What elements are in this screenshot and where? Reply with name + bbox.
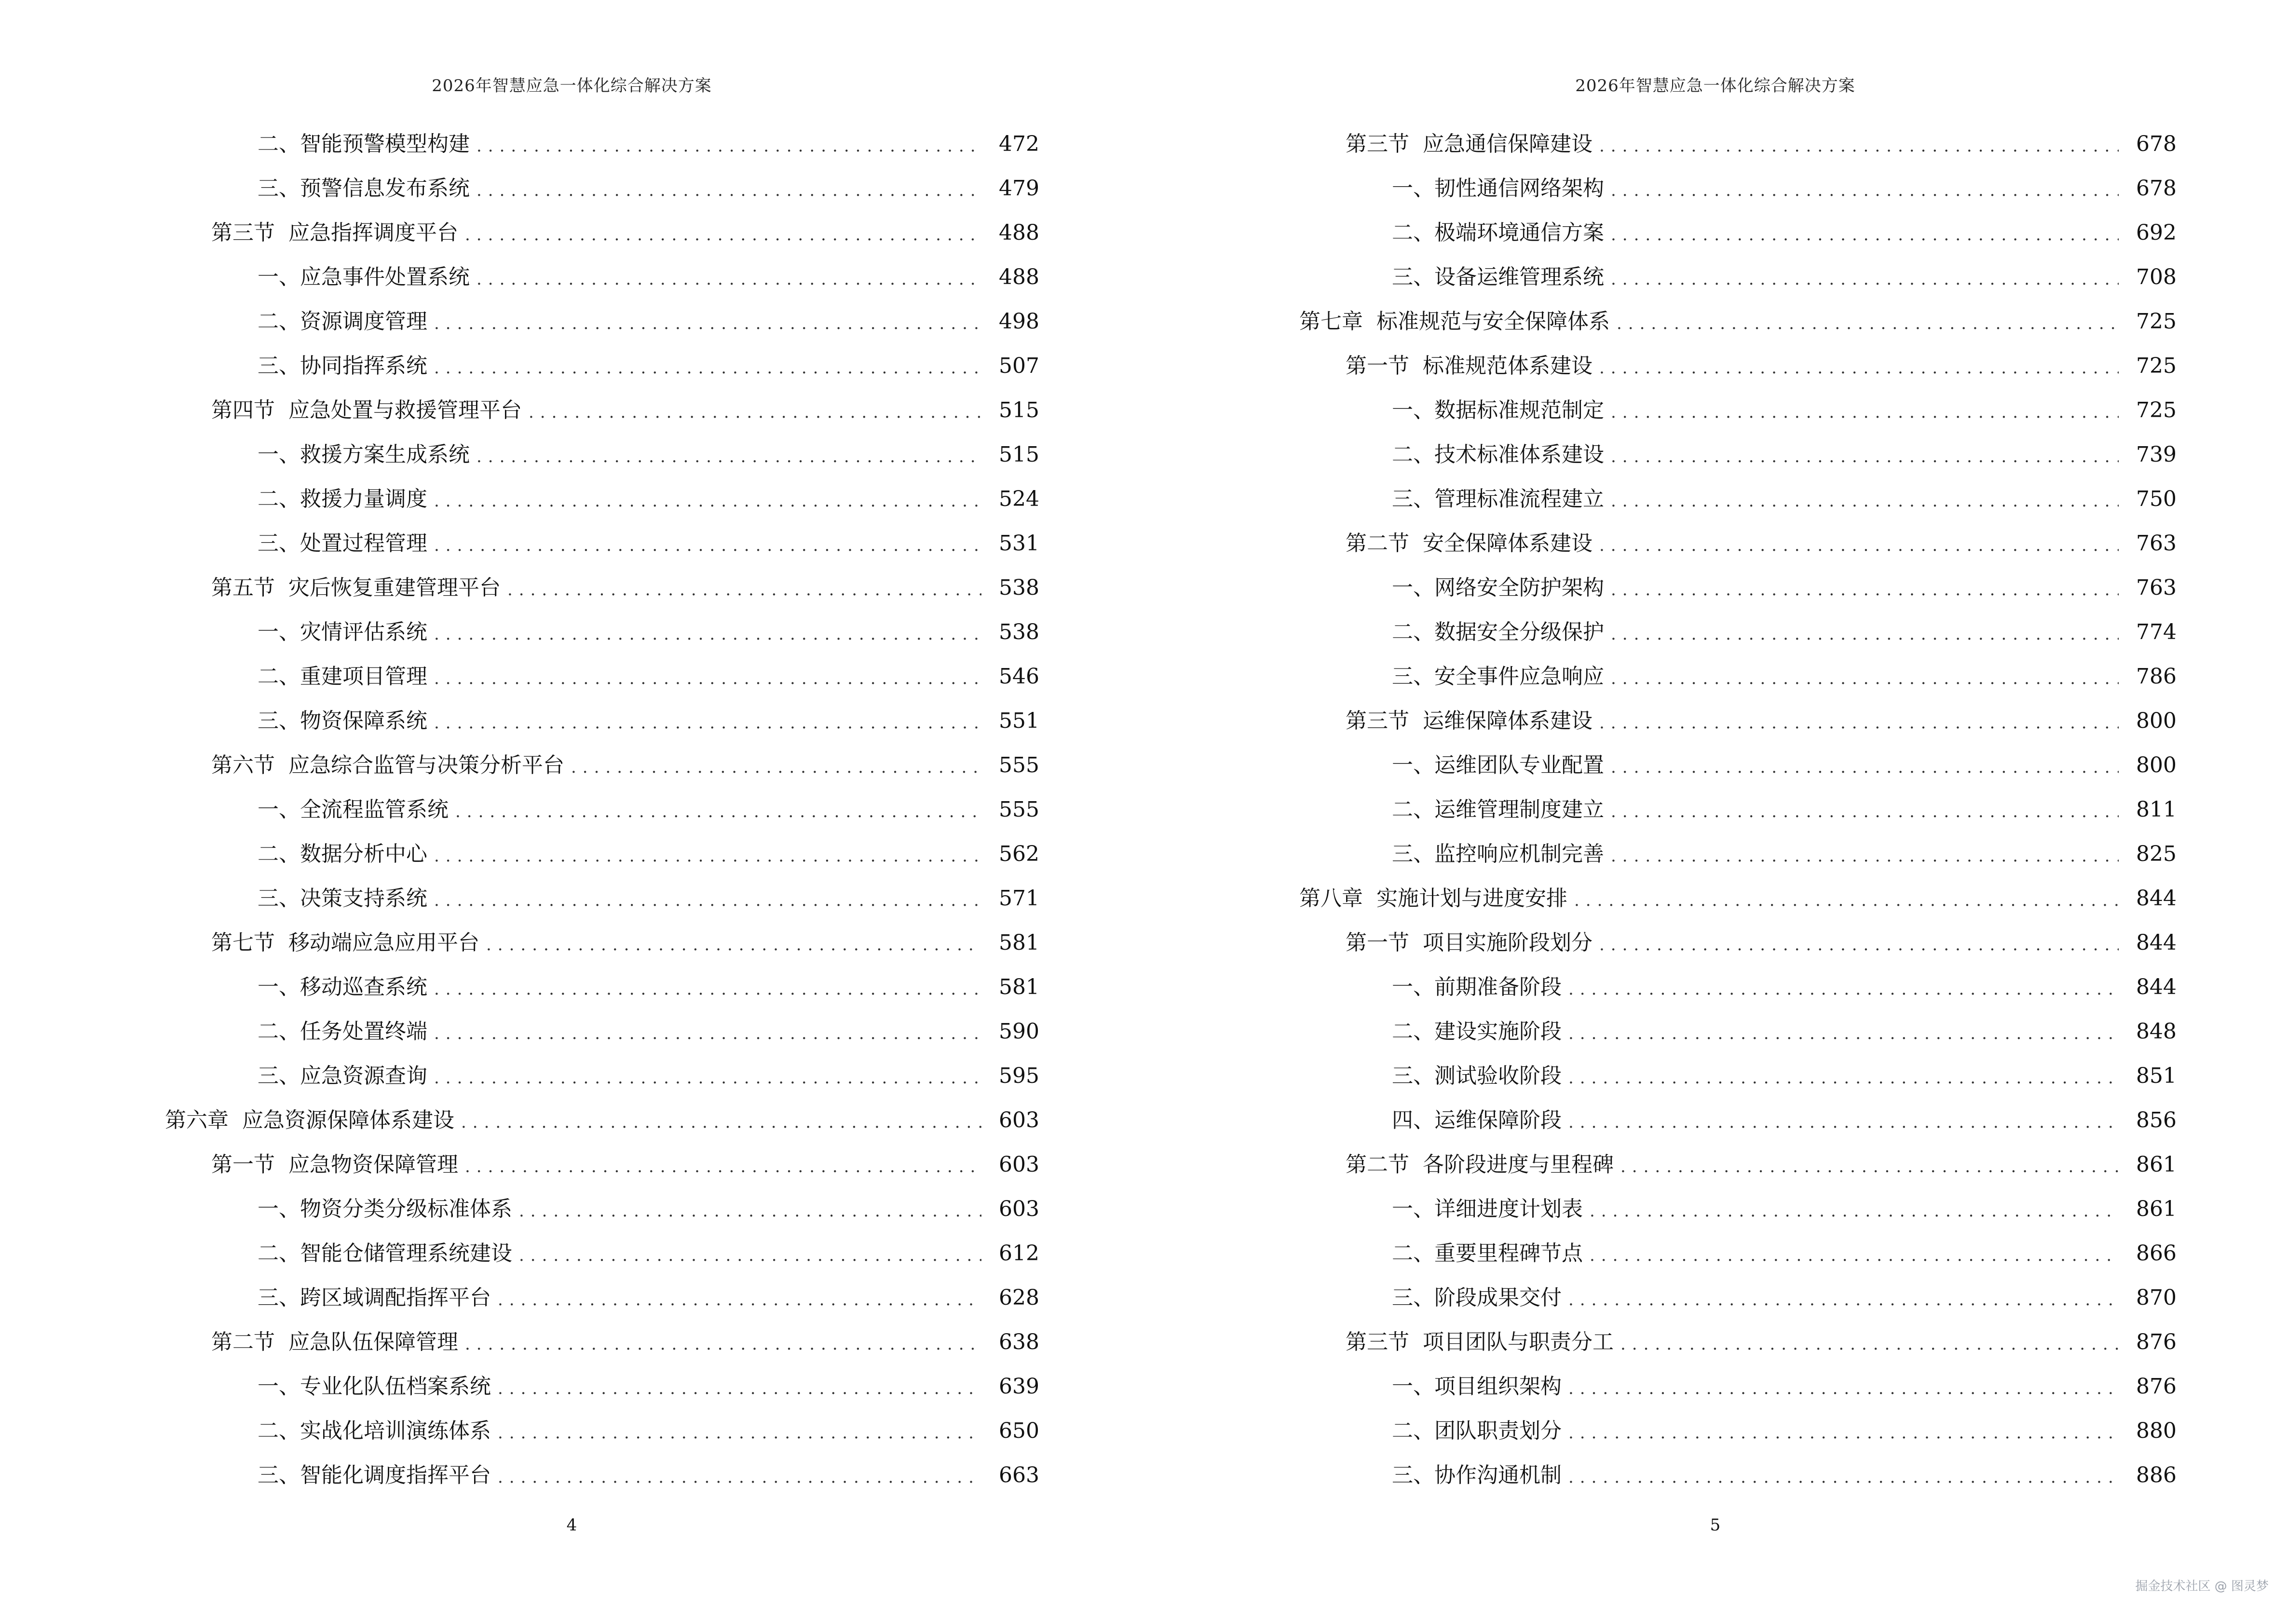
toc-dot-leader xyxy=(1611,224,2119,246)
toc-dot-leader xyxy=(1590,1244,2119,1267)
toc-entry-label: 第七节 移动端应急应用平台 xyxy=(211,930,479,955)
toc-entry-page-number: 708 xyxy=(2136,265,2177,289)
toc-entry-label: 二、数据安全分级保护 xyxy=(1392,620,1604,644)
toc-entry-level-3[interactable] xyxy=(258,1005,1039,1049)
toc-dot-leader xyxy=(476,135,981,157)
toc-entry-label: 二、团队职责划分 xyxy=(1392,1419,1562,1443)
toc-dot-leader xyxy=(434,1067,981,1089)
toc-entry-page-number: 555 xyxy=(999,797,1039,822)
toc-entry-page-number: 739 xyxy=(2136,442,2177,467)
toc-entry-label: 三、阶段成果交付 xyxy=(1392,1285,1562,1310)
toc-entry-label: 一、运维团队专业配置 xyxy=(1392,753,1604,778)
toc-entry-label: 第一节 标准规范体系建设 xyxy=(1346,354,1593,378)
toc-entry-label: 一、救援方案生成系统 xyxy=(258,442,470,467)
toc-entry-label: 第六章 应急资源保障体系建设 xyxy=(165,1108,454,1133)
toc-entry-page-number: 562 xyxy=(999,842,1039,866)
toc-dot-leader xyxy=(1568,1023,2119,1045)
toc-entry-label: 三、协同指挥系统 xyxy=(258,354,427,378)
toc-entry-page-number: 488 xyxy=(999,265,1039,289)
toc-dot-leader xyxy=(1599,135,2119,157)
toc-entry-page-number: 515 xyxy=(999,398,1039,423)
toc-entry-label: 三、决策支持系统 xyxy=(258,886,427,911)
toc-entry-page-number: 538 xyxy=(999,620,1039,644)
toc-dot-leader xyxy=(1574,889,2119,912)
toc-dot-leader xyxy=(1611,401,2119,423)
toc-entry-page-number: 786 xyxy=(2136,664,2177,689)
page-number: 4 xyxy=(566,1515,577,1535)
toc-entry-level-3[interactable] xyxy=(1392,1404,2177,1448)
toc-entry-label: 一、全流程监管系统 xyxy=(258,797,449,822)
toc-dot-leader xyxy=(1568,1378,2119,1400)
toc-entry-label: 三、物资保障系统 xyxy=(258,709,427,733)
toc-entry-label: 三、监控响应机制完善 xyxy=(1392,842,1604,866)
toc-entry-level-3[interactable] xyxy=(258,1227,1039,1271)
toc-entry-page-number: 750 xyxy=(2136,487,2177,511)
toc-entry-label: 二、建设实施阶段 xyxy=(1392,1019,1562,1044)
toc-entry-level-2[interactable] xyxy=(1346,517,2177,561)
toc-entry-label: 第二节 应急队伍保障管理 xyxy=(211,1330,458,1354)
toc-entry-level-3[interactable] xyxy=(258,694,1039,738)
toc-entry-label: 第八章 实施计划与进度安排 xyxy=(1299,886,1567,911)
toc-entry-page-number: 800 xyxy=(2136,753,2177,778)
toc-entry-level-2[interactable] xyxy=(1346,339,2177,383)
toc-dot-leader xyxy=(1611,446,2119,468)
toc-entry-label: 第三节 应急通信保障建设 xyxy=(1346,132,1593,156)
toc-entry-page-number: 844 xyxy=(2136,886,2177,911)
toc-dot-leader xyxy=(1568,978,2119,1000)
toc-entry-level-3[interactable] xyxy=(1392,783,2177,827)
toc-entry-label: 一、韧性通信网络架构 xyxy=(1392,176,1604,201)
toc-entry-label: 二、智能预警模型构建 xyxy=(258,132,470,156)
toc-entry-label: 二、重建项目管理 xyxy=(258,664,427,689)
toc-entry-label: 二、智能仓储管理系统建设 xyxy=(258,1241,512,1266)
toc-entry-level-2[interactable] xyxy=(211,916,1039,960)
toc-dot-leader xyxy=(1568,1422,2119,1444)
toc-list xyxy=(0,117,1144,1493)
toc-entry-level-3[interactable] xyxy=(1392,605,2177,650)
toc-entry-label: 二、技术标准体系建设 xyxy=(1392,442,1604,467)
toc-entry-page-number: 581 xyxy=(999,930,1039,955)
toc-entry-level-3[interactable] xyxy=(258,650,1039,694)
toc-entry-level-3[interactable] xyxy=(1392,650,2177,694)
toc-dot-leader xyxy=(434,845,981,867)
toc-entry-page-number: 612 xyxy=(999,1241,1039,1266)
toc-dot-leader xyxy=(461,1111,981,1133)
toc-dot-leader xyxy=(519,1244,981,1267)
toc-entry-label: 一、网络安全防护架构 xyxy=(1392,575,1604,600)
toc-entry-label: 二、运维管理制度建立 xyxy=(1392,797,1604,822)
toc-dot-leader xyxy=(507,579,981,601)
toc-entry-level-3[interactable] xyxy=(1392,1182,2177,1227)
toc-entry-level-3[interactable] xyxy=(1392,1093,2177,1138)
document-page-right xyxy=(1144,0,2287,1624)
toc-entry-page-number: 811 xyxy=(2136,797,2177,822)
toc-entry-page-number: 538 xyxy=(999,575,1039,600)
toc-dot-leader xyxy=(465,224,981,246)
toc-entry-label: 二、任务处置终端 xyxy=(258,1019,427,1044)
toc-entry-label: 第五节 灾后恢复重建管理平台 xyxy=(211,575,501,600)
toc-dot-leader xyxy=(1620,1333,2119,1355)
toc-entry-level-3[interactable] xyxy=(1392,1227,2177,1271)
toc-entry-page-number: 650 xyxy=(999,1419,1039,1443)
toc-entry-level-3[interactable] xyxy=(1392,738,2177,783)
toc-entry-page-number: 678 xyxy=(2136,176,2177,201)
toc-entry-level-3[interactable] xyxy=(1392,428,2177,472)
toc-dot-leader xyxy=(455,801,981,823)
toc-entry-page-number: 725 xyxy=(2136,354,2177,378)
toc-entry-level-3[interactable] xyxy=(1392,1271,2177,1315)
toc-entry-level-3[interactable] xyxy=(1392,960,2177,1005)
toc-entry-label: 三、安全事件应急响应 xyxy=(1392,664,1604,689)
toc-entry-label: 一、专业化队伍档案系统 xyxy=(258,1374,491,1399)
toc-dot-leader xyxy=(476,179,981,202)
toc-entry-level-3[interactable] xyxy=(1392,561,2177,605)
toc-entry-level-3[interactable] xyxy=(1392,1005,2177,1049)
toc-entry-page-number: 876 xyxy=(2136,1330,2177,1354)
toc-entry-page-number: 663 xyxy=(999,1463,1039,1488)
toc-dot-leader xyxy=(1568,1466,2119,1488)
toc-entry-label: 二、资源调度管理 xyxy=(258,309,427,334)
toc-entry-page-number: 774 xyxy=(2136,620,2177,644)
toc-entry-page-number: 692 xyxy=(2136,220,2177,245)
toc-entry-level-2[interactable] xyxy=(211,1138,1039,1182)
toc-entry-level-1[interactable] xyxy=(165,1093,1039,1138)
toc-dot-leader xyxy=(434,357,981,379)
toc-dot-leader xyxy=(434,1023,981,1045)
toc-entry-label: 二、重要里程碑节点 xyxy=(1392,1241,1583,1266)
toc-entry-level-3[interactable] xyxy=(258,827,1039,872)
toc-dot-leader xyxy=(434,889,981,912)
toc-dot-leader xyxy=(1568,1289,2119,1311)
toc-entry-level-3[interactable] xyxy=(258,472,1039,517)
toc-entry-page-number: 479 xyxy=(999,176,1039,201)
toc-entry-page-number: 886 xyxy=(2136,1463,2177,1488)
toc-entry-level-3[interactable] xyxy=(258,250,1039,295)
toc-entry-level-3[interactable] xyxy=(258,960,1039,1005)
toc-entry-level-3[interactable] xyxy=(258,872,1039,916)
toc-list xyxy=(1144,117,2287,1493)
toc-entry-label: 三、智能化调度指挥平台 xyxy=(258,1463,491,1488)
toc-entry-page-number: 581 xyxy=(999,975,1039,999)
toc-entry-level-3[interactable] xyxy=(1392,206,2177,250)
toc-entry-label: 四、运维保障阶段 xyxy=(1392,1108,1562,1133)
toc-entry-page-number: 595 xyxy=(999,1064,1039,1088)
toc-entry-page-number: 763 xyxy=(2136,531,2177,556)
toc-dot-leader xyxy=(571,756,981,778)
toc-dot-leader xyxy=(486,934,981,956)
toc-entry-page-number: 639 xyxy=(999,1374,1039,1399)
toc-entry-level-3[interactable] xyxy=(258,428,1039,472)
toc-entry-page-number: 825 xyxy=(2136,842,2177,866)
toc-dot-leader xyxy=(434,978,981,1000)
toc-dot-leader xyxy=(434,534,981,557)
toc-entry-page-number: 856 xyxy=(2136,1108,2177,1133)
toc-entry-level-3[interactable] xyxy=(258,339,1039,383)
watermark-text: 掘金技术社区 @ 图灵梦 xyxy=(2135,1579,2269,1594)
toc-dot-leader xyxy=(1617,313,2119,335)
toc-entry-page-number: 546 xyxy=(999,664,1039,689)
toc-entry-level-3[interactable] xyxy=(1392,1049,2177,1093)
toc-entry-label: 第四节 应急处置与救援管理平台 xyxy=(211,398,522,423)
toc-entry-level-3[interactable] xyxy=(1392,1360,2177,1404)
toc-entry-label: 第三节 运维保障体系建设 xyxy=(1346,709,1593,733)
toc-entry-label: 一、详细进度计划表 xyxy=(1392,1197,1583,1221)
toc-dot-leader xyxy=(529,401,981,423)
page-header-title: 2026年智慧应急一体化综合解决方案 xyxy=(1575,76,1855,96)
toc-entry-label: 第三节 项目团队与职责分工 xyxy=(1346,1330,1614,1354)
toc-entry-page-number: 551 xyxy=(999,709,1039,733)
toc-dot-leader xyxy=(434,668,981,690)
toc-entry-page-number: 603 xyxy=(999,1197,1039,1221)
toc-entry-level-2[interactable] xyxy=(1346,916,2177,960)
toc-entry-level-3[interactable] xyxy=(258,605,1039,650)
toc-entry-page-number: 488 xyxy=(999,220,1039,245)
toc-entry-level-3[interactable] xyxy=(258,1049,1039,1093)
toc-entry-level-3[interactable] xyxy=(258,1448,1039,1493)
toc-entry-label: 第七章 标准规范与安全保障体系 xyxy=(1299,309,1610,334)
toc-entry-level-1[interactable] xyxy=(1299,872,2177,916)
toc-entry-level-3[interactable] xyxy=(258,162,1039,206)
toc-entry-label: 一、应急事件处置系统 xyxy=(258,265,470,289)
toc-dot-leader xyxy=(465,1156,981,1178)
toc-entry-label: 三、处置过程管理 xyxy=(258,531,427,556)
toc-dot-leader xyxy=(519,1200,981,1222)
toc-entry-page-number: 603 xyxy=(999,1152,1039,1177)
toc-entry-label: 三、预警信息发布系统 xyxy=(258,176,470,201)
toc-entry-label: 三、应急资源查询 xyxy=(258,1064,427,1088)
toc-entry-label: 三、测试验收阶段 xyxy=(1392,1064,1562,1088)
toc-entry-label: 二、极端环境通信方案 xyxy=(1392,220,1604,245)
toc-entry-page-number: 763 xyxy=(2136,575,2177,600)
toc-entry-label: 一、数据标准规范制定 xyxy=(1392,398,1604,423)
toc-entry-page-number: 848 xyxy=(2136,1019,2177,1044)
toc-entry-level-2[interactable] xyxy=(1346,1138,2177,1182)
toc-entry-page-number: 861 xyxy=(2136,1152,2177,1177)
toc-entry-level-3[interactable] xyxy=(1392,383,2177,428)
toc-dot-leader xyxy=(498,1466,981,1488)
toc-entry-label: 第三节 应急指挥调度平台 xyxy=(211,220,458,245)
toc-entry-page-number: 725 xyxy=(2136,398,2177,423)
page-header-title: 2026年智慧应急一体化综合解决方案 xyxy=(432,76,712,96)
toc-dot-leader xyxy=(1611,579,2119,601)
page-number: 5 xyxy=(1710,1515,1721,1535)
toc-entry-page-number: 590 xyxy=(999,1019,1039,1044)
toc-entry-page-number: 851 xyxy=(2136,1064,2177,1088)
toc-entry-level-3[interactable] xyxy=(1392,827,2177,872)
toc-entry-label: 三、跨区域调配指挥平台 xyxy=(258,1285,491,1310)
toc-entry-level-2[interactable] xyxy=(1346,1315,2177,1360)
toc-entry-page-number: 531 xyxy=(999,531,1039,556)
toc-entry-page-number: 628 xyxy=(999,1285,1039,1310)
toc-entry-label: 三、管理标准流程建立 xyxy=(1392,487,1604,511)
toc-entry-page-number: 571 xyxy=(999,886,1039,911)
toc-entry-level-3[interactable] xyxy=(258,1404,1039,1448)
toc-entry-page-number: 880 xyxy=(2136,1419,2177,1443)
toc-entry-page-number: 515 xyxy=(999,442,1039,467)
toc-entry-page-number: 844 xyxy=(2136,930,2177,955)
toc-dot-leader xyxy=(434,313,981,335)
toc-entry-label: 第二节 安全保障体系建设 xyxy=(1346,531,1593,556)
toc-entry-page-number: 844 xyxy=(2136,975,2177,999)
toc-dot-leader xyxy=(1599,934,2119,956)
toc-entry-label: 第二节 各阶段进度与里程碑 xyxy=(1346,1152,1614,1177)
toc-dot-leader xyxy=(1611,668,2119,690)
toc-entry-page-number: 603 xyxy=(999,1108,1039,1133)
toc-entry-level-3[interactable] xyxy=(1392,250,2177,295)
toc-entry-level-3[interactable] xyxy=(258,295,1039,339)
toc-entry-page-number: 638 xyxy=(999,1330,1039,1354)
toc-dot-leader xyxy=(1611,801,2119,823)
toc-entry-page-number: 524 xyxy=(999,487,1039,511)
toc-entry-level-3[interactable] xyxy=(258,1360,1039,1404)
toc-entry-level-2[interactable] xyxy=(1346,117,2177,162)
toc-entry-level-2[interactable] xyxy=(211,1315,1039,1360)
toc-entry-label: 第一节 应急物资保障管理 xyxy=(211,1152,458,1177)
toc-entry-page-number: 876 xyxy=(2136,1374,2177,1399)
toc-dot-leader xyxy=(498,1378,981,1400)
toc-entry-level-2[interactable] xyxy=(211,561,1039,605)
toc-entry-page-number: 498 xyxy=(999,309,1039,334)
toc-entry-level-1[interactable] xyxy=(1299,295,2177,339)
toc-entry-page-number: 866 xyxy=(2136,1241,2177,1266)
toc-entry-page-number: 861 xyxy=(2136,1197,2177,1221)
toc-entry-level-2[interactable] xyxy=(211,738,1039,783)
toc-dot-leader xyxy=(476,268,981,290)
toc-entry-page-number: 800 xyxy=(2136,709,2177,733)
toc-entry-label: 一、灾情评估系统 xyxy=(258,620,427,644)
toc-entry-level-3[interactable] xyxy=(1392,162,2177,206)
toc-entry-label: 一、前期准备阶段 xyxy=(1392,975,1562,999)
toc-entry-label: 三、协作沟通机制 xyxy=(1392,1463,1562,1488)
toc-dot-leader xyxy=(1568,1067,2119,1089)
toc-entry-level-3[interactable] xyxy=(258,1271,1039,1315)
toc-entry-level-3[interactable] xyxy=(258,1182,1039,1227)
toc-entry-page-number: 507 xyxy=(999,354,1039,378)
toc-dot-leader xyxy=(1611,490,2119,512)
toc-dot-leader xyxy=(434,490,981,512)
toc-dot-leader xyxy=(1620,1156,2119,1178)
toc-entry-label: 第一节 项目实施阶段划分 xyxy=(1346,930,1593,955)
toc-entry-level-2[interactable] xyxy=(1346,694,2177,738)
toc-entry-page-number: 555 xyxy=(999,753,1039,778)
toc-entry-page-number: 472 xyxy=(999,132,1039,156)
toc-dot-leader xyxy=(1599,712,2119,734)
toc-entry-label: 一、移动巡查系统 xyxy=(258,975,427,999)
toc-dot-leader xyxy=(498,1422,981,1444)
toc-entry-level-2[interactable] xyxy=(211,383,1039,428)
toc-entry-label: 第六节 应急综合监管与决策分析平台 xyxy=(211,753,564,778)
toc-entry-level-3[interactable] xyxy=(258,517,1039,561)
toc-dot-leader xyxy=(434,623,981,645)
toc-entry-level-2[interactable] xyxy=(211,206,1039,250)
toc-entry-label: 二、数据分析中心 xyxy=(258,842,427,866)
toc-dot-leader xyxy=(434,712,981,734)
toc-dot-leader xyxy=(498,1289,981,1311)
toc-entry-level-3[interactable] xyxy=(258,117,1039,162)
toc-dot-leader xyxy=(1611,756,2119,778)
toc-dot-leader xyxy=(1599,357,2119,379)
toc-dot-leader xyxy=(1568,1111,2119,1133)
toc-entry-label: 一、物资分类分级标准体系 xyxy=(258,1197,512,1221)
toc-dot-leader xyxy=(476,446,981,468)
toc-entry-page-number: 725 xyxy=(2136,309,2177,334)
toc-dot-leader xyxy=(1611,179,2119,202)
toc-dot-leader xyxy=(465,1333,981,1355)
toc-entry-label: 二、救援力量调度 xyxy=(258,487,427,511)
toc-entry-page-number: 678 xyxy=(2136,132,2177,156)
toc-dot-leader xyxy=(1599,534,2119,557)
toc-entry-level-3[interactable] xyxy=(258,783,1039,827)
toc-entry-label: 三、设备运维管理系统 xyxy=(1392,265,1604,289)
toc-entry-level-3[interactable] xyxy=(1392,472,2177,517)
toc-entry-label: 一、项目组织架构 xyxy=(1392,1374,1562,1399)
toc-entry-level-3[interactable] xyxy=(1392,1448,2177,1493)
toc-dot-leader xyxy=(1611,268,2119,290)
toc-entry-page-number: 870 xyxy=(2136,1285,2177,1310)
toc-dot-leader xyxy=(1590,1200,2119,1222)
toc-dot-leader xyxy=(1611,623,2119,645)
toc-entry-label: 二、实战化培训演练体系 xyxy=(258,1419,491,1443)
toc-dot-leader xyxy=(1611,845,2119,867)
